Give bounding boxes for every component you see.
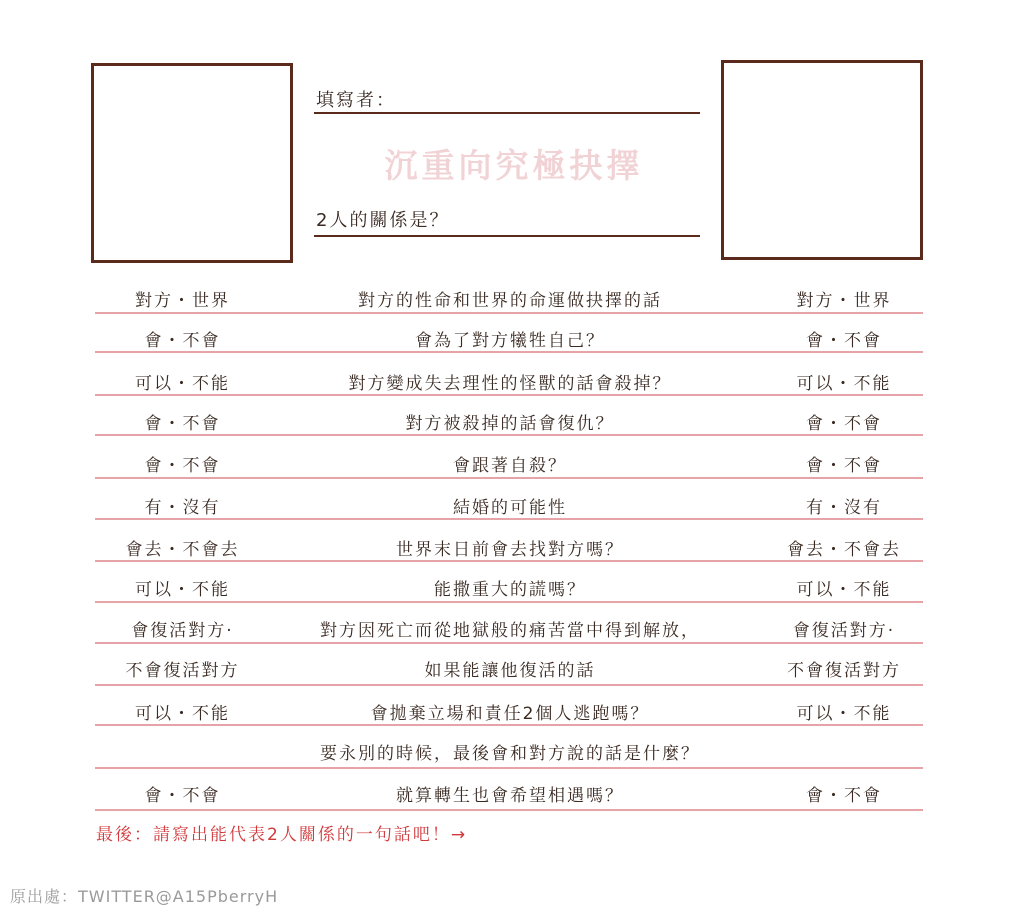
left-choice[interactable]: 會復活對方· bbox=[131, 621, 234, 641]
left-choice[interactable]: 對方・世界 bbox=[135, 291, 230, 311]
right-choice[interactable]: 會復活對方· bbox=[792, 621, 896, 641]
question-text: 會拋棄立場和責任2個人逃跑嗎？ bbox=[370, 704, 650, 724]
question-row bbox=[95, 616, 923, 644]
question-row bbox=[95, 656, 923, 686]
row-divider bbox=[95, 312, 923, 314]
question-row bbox=[95, 409, 923, 436]
question-text: 就算轉生也會希望相遇嗎？ bbox=[396, 786, 624, 806]
row-divider bbox=[95, 767, 923, 769]
left-photo-box[interactable] bbox=[91, 63, 293, 263]
left-choice[interactable]: 可以・不能 bbox=[135, 704, 230, 724]
row-divider bbox=[95, 642, 923, 644]
right-choice[interactable]: 會・不會 bbox=[806, 456, 882, 476]
right-choice[interactable]: 會・不會 bbox=[806, 414, 882, 434]
left-choice[interactable]: 有・沒有 bbox=[144, 498, 221, 518]
question-text: 對方的性命和世界的命運做抉擇的話 bbox=[358, 291, 662, 311]
row-divider bbox=[95, 809, 923, 811]
right-choice[interactable]: 會去・不會去 bbox=[787, 540, 901, 560]
question-text: 如果能讓他復活的話 bbox=[424, 661, 596, 681]
right-choice[interactable]: 會・不會 bbox=[806, 786, 882, 806]
question-text: 對方被殺掉的話會復仇？ bbox=[405, 414, 615, 434]
source-credit: 原出處：TWITTER@A15PberryH bbox=[10, 887, 279, 906]
row-divider bbox=[95, 394, 923, 396]
filler-label: 填寫者： bbox=[316, 90, 396, 111]
question-text: 要永別的時候，最後會和對方說的話是什麼？ bbox=[320, 744, 700, 764]
question-row bbox=[95, 781, 923, 811]
left-choice[interactable]: 可以・不能 bbox=[135, 374, 230, 394]
left-choice[interactable]: 會去・不會去 bbox=[125, 540, 240, 560]
question-row bbox=[95, 535, 923, 562]
right-choice[interactable]: 可以・不能 bbox=[796, 704, 892, 724]
question-row bbox=[95, 451, 923, 479]
filler-name-line[interactable] bbox=[314, 112, 700, 114]
right-choice[interactable]: 可以・不能 bbox=[796, 374, 892, 394]
row-divider bbox=[95, 560, 923, 562]
row-divider bbox=[95, 434, 923, 436]
left-choice[interactable]: 會・不會 bbox=[144, 331, 221, 351]
question-row bbox=[95, 575, 923, 603]
question-text: 對方因死亡而從地獄般的痛苦當中得到解放， bbox=[320, 621, 700, 641]
relationship-label: 2人的關係是？ bbox=[316, 210, 450, 231]
question-row bbox=[95, 326, 923, 353]
relationship-answer-line[interactable] bbox=[314, 235, 700, 237]
left-choice[interactable]: 會・不會 bbox=[144, 786, 221, 806]
question-row bbox=[95, 739, 923, 769]
left-choice[interactable]: 不會復活對方 bbox=[125, 661, 240, 681]
right-photo-box[interactable] bbox=[721, 60, 923, 260]
right-choice[interactable]: 對方・世界 bbox=[796, 291, 892, 311]
question-text: 會為了對方犧牲自己？ bbox=[415, 331, 605, 351]
question-row bbox=[95, 286, 923, 314]
row-divider bbox=[95, 477, 923, 479]
row-divider bbox=[95, 518, 923, 520]
final-prompt: 最後：請寫出能代表2人關係的一句話吧！→ bbox=[96, 825, 468, 845]
question-row bbox=[95, 369, 923, 396]
row-divider bbox=[95, 724, 923, 726]
question-text: 能撒重大的謊嗎？ bbox=[434, 580, 586, 600]
question-text: 會跟著自殺？ bbox=[453, 456, 567, 476]
question-text: 世界末日前會去找對方嗎？ bbox=[396, 540, 624, 560]
right-choice[interactable]: 可以・不能 bbox=[796, 580, 892, 600]
page-title: 沉重向究極抉擇 bbox=[384, 146, 644, 185]
question-row bbox=[95, 493, 923, 520]
question-text: 結婚的可能性 bbox=[453, 498, 567, 518]
row-divider bbox=[95, 601, 923, 603]
question-text: 對方變成失去理性的怪獸的話會殺掉？ bbox=[348, 374, 672, 394]
right-choice[interactable]: 會・不會 bbox=[806, 331, 882, 351]
row-divider bbox=[95, 351, 923, 353]
left-choice[interactable]: 會・不會 bbox=[144, 414, 221, 434]
right-choice[interactable]: 不會復活對方 bbox=[787, 661, 901, 681]
left-choice[interactable]: 可以・不能 bbox=[135, 580, 230, 600]
left-choice[interactable]: 會・不會 bbox=[144, 456, 221, 476]
right-choice[interactable]: 有・沒有 bbox=[806, 498, 882, 518]
row-divider bbox=[95, 684, 923, 686]
question-row bbox=[95, 699, 923, 726]
